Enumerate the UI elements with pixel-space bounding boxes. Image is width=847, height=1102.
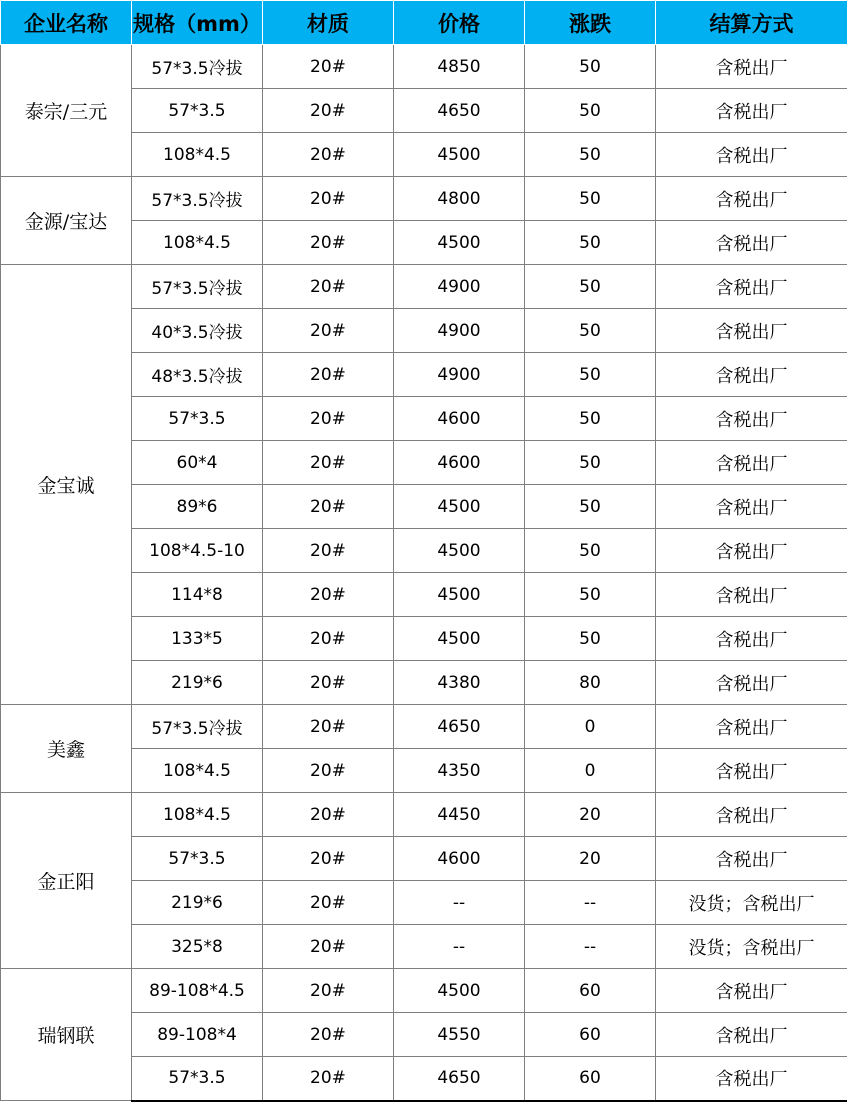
material-cell: 20#: [263, 529, 394, 573]
company-name-cell: 金源/宝达: [1, 177, 132, 265]
spec-cell: 60*4: [132, 441, 263, 485]
table-header: [1, 1, 847, 45]
material-cell: 20#: [263, 221, 394, 265]
spec-cell: 219*6: [132, 881, 263, 925]
spec-cell: 57*3.5冷拔: [132, 45, 263, 89]
material-cell: 20#: [263, 397, 394, 441]
material-cell: 20#: [263, 177, 394, 221]
header-material: 材质: [263, 1, 394, 45]
change-cell: 50: [525, 265, 656, 309]
table-row: [1, 969, 847, 1013]
settlement-cell: 含税出厂: [656, 661, 847, 705]
material-cell: 20#: [263, 1013, 394, 1057]
settlement-cell: 含税出厂: [656, 1057, 847, 1101]
spec-cell: 57*3.5冷拔: [132, 177, 263, 221]
spec-cell: 325*8: [132, 925, 263, 969]
price-cell: 4650: [394, 1057, 525, 1101]
price-cell: 4650: [394, 705, 525, 749]
company-name-cell: 瑞钢联: [1, 969, 132, 1101]
change-cell: 50: [525, 177, 656, 221]
settlement-cell: 含税出厂: [656, 309, 847, 353]
spec-cell: 219*6: [132, 661, 263, 705]
material-cell: 20#: [263, 441, 394, 485]
settlement-cell: 含税出厂: [656, 705, 847, 749]
settlement-cell: 含税出厂: [656, 1013, 847, 1057]
material-cell: 20#: [263, 705, 394, 749]
spec-cell: 133*5: [132, 617, 263, 661]
table-row: [1, 177, 847, 221]
settlement-cell: 含税出厂: [656, 573, 847, 617]
header-spec: 规格（mm）: [132, 1, 263, 45]
material-cell: 20#: [263, 793, 394, 837]
material-cell: 20#: [263, 265, 394, 309]
spec-cell: 57*3.5冷拔: [132, 705, 263, 749]
header-settlement: 结算方式: [656, 1, 847, 45]
material-cell: 20#: [263, 1057, 394, 1101]
settlement-cell: 含税出厂: [656, 617, 847, 661]
spec-cell: 114*8: [132, 573, 263, 617]
price-cell: 4900: [394, 265, 525, 309]
price-cell: 4650: [394, 89, 525, 133]
price-cell: 4600: [394, 837, 525, 881]
change-cell: 60: [525, 1013, 656, 1057]
change-cell: 20: [525, 837, 656, 881]
spec-cell: 57*3.5: [132, 89, 263, 133]
material-cell: 20#: [263, 969, 394, 1013]
material-cell: 20#: [263, 617, 394, 661]
settlement-cell: 含税出厂: [656, 793, 847, 837]
change-cell: 50: [525, 529, 656, 573]
change-cell: 50: [525, 397, 656, 441]
price-cell: 4850: [394, 45, 525, 89]
change-cell: 50: [525, 573, 656, 617]
spec-cell: 57*3.5: [132, 397, 263, 441]
material-cell: 20#: [263, 881, 394, 925]
price-cell: 4500: [394, 485, 525, 529]
price-cell: 4450: [394, 793, 525, 837]
spec-cell: 40*3.5冷拔: [132, 309, 263, 353]
spec-cell: 89-108*4.5: [132, 969, 263, 1013]
settlement-cell: 含税出厂: [656, 45, 847, 89]
spec-cell: 57*3.5冷拔: [132, 265, 263, 309]
company-name-cell: 美鑫: [1, 705, 132, 793]
material-cell: 20#: [263, 925, 394, 969]
table-row: [1, 45, 847, 89]
spec-cell: 57*3.5: [132, 837, 263, 881]
price-cell: 4550: [394, 1013, 525, 1057]
material-cell: 20#: [263, 353, 394, 397]
price-cell: 4900: [394, 353, 525, 397]
material-cell: 20#: [263, 749, 394, 793]
settlement-cell: 含税出厂: [656, 749, 847, 793]
change-cell: 50: [525, 309, 656, 353]
settlement-cell: 没货；含税出厂: [656, 881, 847, 925]
material-cell: 20#: [263, 45, 394, 89]
settlement-cell: 含税出厂: [656, 529, 847, 573]
settlement-cell: 没货；含税出厂: [656, 925, 847, 969]
change-cell: 20: [525, 793, 656, 837]
price-cell: 4500: [394, 133, 525, 177]
price-cell: 4800: [394, 177, 525, 221]
price-cell: 4600: [394, 397, 525, 441]
company-name-cell: 金正阳: [1, 793, 132, 969]
settlement-cell: 含税出厂: [656, 353, 847, 397]
price-cell: 4600: [394, 441, 525, 485]
settlement-cell: 含税出厂: [656, 441, 847, 485]
settlement-cell: 含税出厂: [656, 133, 847, 177]
settlement-cell: 含税出厂: [656, 177, 847, 221]
price-cell: 4900: [394, 309, 525, 353]
price-cell: 4350: [394, 749, 525, 793]
settlement-cell: 含税出厂: [656, 969, 847, 1013]
change-cell: 0: [525, 749, 656, 793]
material-cell: 20#: [263, 309, 394, 353]
settlement-cell: 含税出厂: [656, 485, 847, 529]
header-price: 价格: [394, 1, 525, 45]
material-cell: 20#: [263, 837, 394, 881]
change-cell: 50: [525, 89, 656, 133]
change-cell: 50: [525, 617, 656, 661]
change-cell: 50: [525, 441, 656, 485]
spec-cell: 48*3.5冷拔: [132, 353, 263, 397]
spec-cell: 108*4.5: [132, 749, 263, 793]
price-cell: 4500: [394, 221, 525, 265]
change-cell: 60: [525, 1057, 656, 1101]
material-cell: 20#: [263, 661, 394, 705]
settlement-cell: 含税出厂: [656, 397, 847, 441]
settlement-cell: 含税出厂: [656, 89, 847, 133]
company-name-cell: 金宝诚: [1, 265, 132, 705]
spec-cell: 89*6: [132, 485, 263, 529]
price-cell: --: [394, 881, 525, 925]
header-change: 涨跌: [525, 1, 656, 45]
change-cell: 50: [525, 353, 656, 397]
spec-cell: 108*4.5: [132, 793, 263, 837]
table-row: [1, 265, 847, 309]
change-cell: 0: [525, 705, 656, 749]
settlement-cell: 含税出厂: [656, 837, 847, 881]
table-row: [1, 705, 847, 749]
settlement-cell: 含税出厂: [656, 265, 847, 309]
change-cell: --: [525, 925, 656, 969]
material-cell: 20#: [263, 133, 394, 177]
price-cell: 4380: [394, 661, 525, 705]
spec-cell: 108*4.5: [132, 133, 263, 177]
material-cell: 20#: [263, 573, 394, 617]
change-cell: 50: [525, 221, 656, 265]
change-cell: 80: [525, 661, 656, 705]
spec-cell: 108*4.5-10: [132, 529, 263, 573]
price-cell: 4500: [394, 617, 525, 661]
settlement-cell: 含税出厂: [656, 221, 847, 265]
header-company: 企业名称: [1, 1, 132, 45]
change-cell: 50: [525, 133, 656, 177]
table-row: [1, 793, 847, 837]
header-row: [1, 1, 847, 45]
change-cell: 50: [525, 485, 656, 529]
company-name-cell: 泰宗/三元: [1, 45, 132, 177]
material-cell: 20#: [263, 485, 394, 529]
price-cell: 4500: [394, 573, 525, 617]
change-cell: 50: [525, 45, 656, 89]
spec-cell: 108*4.5: [132, 221, 263, 265]
spec-cell: 89-108*4: [132, 1013, 263, 1057]
price-cell: 4500: [394, 529, 525, 573]
table-body: [1, 45, 847, 1101]
change-cell: --: [525, 881, 656, 925]
spec-cell: 57*3.5: [132, 1057, 263, 1101]
price-cell: --: [394, 925, 525, 969]
price-cell: 4500: [394, 969, 525, 1013]
change-cell: 60: [525, 969, 656, 1013]
material-cell: 20#: [263, 89, 394, 133]
